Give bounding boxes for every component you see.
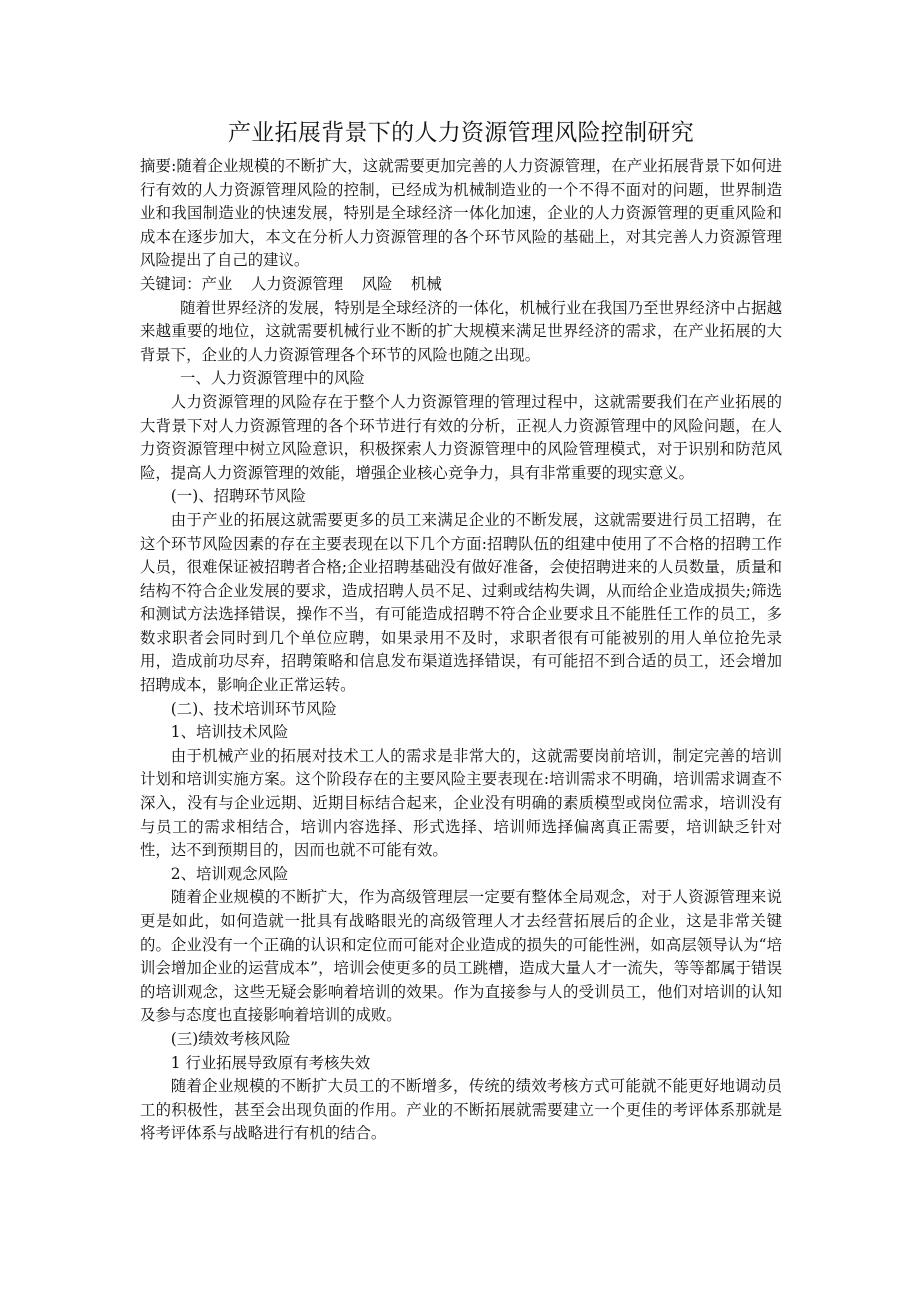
sub2-item1-body: 由于机械产业的拓展对技术工人的需求是非常大的，这就需要岗前培训，制定完善的培训计划和培训实施方案。这个阶段存在的主要风险主要表现在:培训需求不明确，培训需求调查不深入，没有与企业远期、近期目标结合起来，企业没有明确的素质模型或岗位需求，培训没有与员工的需求相结合，培训内容选择、形式选择、培训师选择偏离真正需要，培训缺乏针对性，达不到预期目的，因而也就不可能有效。 [140,746,782,860]
sub2-item2-body: 随着企业规模的不断扩大，作为高级管理层一定要有整体全局观念，对于人资源管理来说更是如此，如何造就一批具有战略眼光的高级管理人才去经营拓展后的企业，这是非常关键的。企业没有一个正确的认识和定位而可能对企业造成的损失的可能性洲，如高层领导认为“培训会增加企业的运营成本”，培训会使更多的员工跳槽，造成大量人才一流失，等等都属于错误的培训观念，这些无疑会影响着培训的效果。作为直接参与人的受训员工，他们对培训的认知及参与态度也直接影响着培训的成败。 [140,888,782,1025]
intro-paragraph: 随着世界经济的发展，特别是全球经济的一体化，机械行业在我国乃至世界经济中占据越来越重要的地位，这就需要机械行业不断的扩大规模来满足世界经济的需求，在产业拓展的大背景下，企业的人力资源管理各个环节的风险也随之出现。 [140,298,782,364]
sub2-item1-heading: 1、培训技术风险 [170,723,289,742]
section1-body: 人力资源管理的风险存在于整个人力资源管理的管理过程中，这就需要我们在产业拓展的大背景下对人力资源管理的各个环节进行有效的分析，正视人力资源管理中的风险问题，在人力资资源管理中树立风险意识，积极探索人力资源管理中的风险管理模式，对于识别和防范风险，提高人力资源管理的效能，增强企业核心竞争力，具有非常重要的现实意义。 [140,392,782,482]
sub3-item1-body: 随着企业规模的不断扩大员工的不断增多，传统的绩效考核方式可能就不能更好地调动员工的积极性，甚至会出现负面的作用。产业的不断拓展就需要建立一个更佳的考评体系那就是将考评体系与战略进行有机的结合。 [140,1077,782,1143]
keyword-2: 人力资源管理 [250,274,344,293]
sub2-heading: (二)、技术培训环节风险 [170,699,337,718]
keyword-4: 机械 [410,274,442,293]
abstract-paragraph: 摘要:随着企业规模的不断扩大，这就需要更加完善的人力资源管理，在产业拓展背景下如何进行有效的人力资源管理风险的控制，已经成为机械制造业的一个不得不面对的问题，世界制造业和我国制造业的快速发展，特别是全球经济一体化加速，企业的人力资源管理的更重风险和成本在逐步加大，本文在分析人力资源管理的各个环节风险的基础上，对其完善人力资源管理风险提出了自己的建议。 [140,157,782,270]
keyword-3: 风险 [361,274,393,293]
sub1-body: 由于产业的拓展这就需要更多的员工来满足企业的不断发展，这就需要进行员工招聘，在这个环节风险因素的存在主要表现在以下几个方面:招聘队伍的组建中使用了不合格的招聘工作人员，很难保证被招聘者合格;企业招聘基础没有做好准备，会使招聘进来的人员数量，质量和结构不符合企业发展的要求，造成招聘人员不足、过剩或结构失调，从而给企业造成损失;筛选和测试方法选择错误，操作不当，有可能造成招聘不符合企业要求且不能胜任工作的员工，多数求职者会同时到几个单位应聘，如果录用不及时，求职者很有可能被别的用人单位抢先录用，造成前功尽弃，招聘策略和信息发布渠道选择错误，有可能招不到合适的员工，还会增加招聘成本，影响企业正常运转。 [140,510,782,695]
document-page [140,118,782,1146]
sub2-item2-heading: 2、培训观念风险 [170,864,289,883]
section1-heading: 一、人力资源管理中的风险 [180,369,365,388]
sub1-heading: (一)、招聘环节风险 [170,487,306,506]
keywords-line [140,273,782,297]
sub3-item1-heading: 1 行业拓展导致原有考核失效 [170,1053,371,1072]
sub3-heading: (三)绩效考核风险 [170,1029,291,1048]
keywords-label: 关键词：产业 [140,274,233,293]
document-title: 产业拓展背景下的人力资源管理风险控制研究 [228,120,694,146]
